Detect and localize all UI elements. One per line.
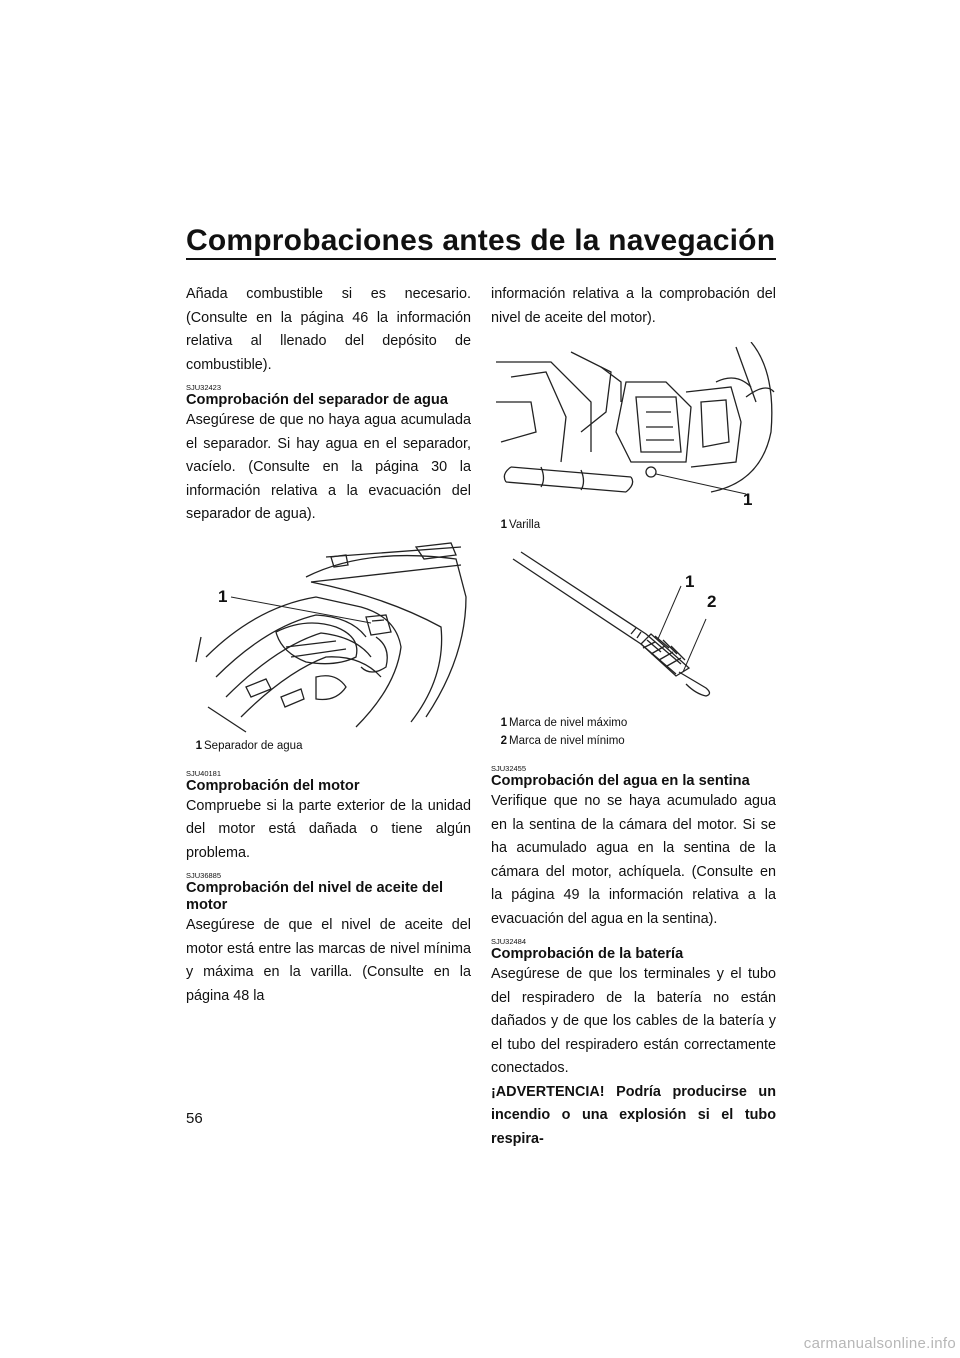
caption-water-separator xyxy=(195,737,471,755)
section-code: SJU32455 xyxy=(491,764,527,773)
figure-water-separator xyxy=(186,537,471,755)
callout-1: 1 xyxy=(685,572,695,591)
section-code: SJU32423 xyxy=(186,383,222,392)
caption-dipstick xyxy=(500,516,776,534)
section-title-oil-level: Comprobación del nivel de aceite del motor xyxy=(186,880,444,913)
caption-number: 1 xyxy=(195,739,202,752)
section-title-water-separator: Comprobación del separador de agua xyxy=(186,392,448,408)
oil-level-continuation: información relativa a la comprobación del nivel de aceite del motor). xyxy=(491,286,776,326)
figure-dipstick-marks xyxy=(491,544,776,750)
section-title-engine: Comprobación del motor xyxy=(186,777,360,794)
caption-text: Marca de nivel máximo xyxy=(509,717,628,729)
engine-illustration xyxy=(491,342,776,502)
water-separator-paragraph: Asegúrese de que no haya agua acumulada el separador. Si hay agua en el separador, vacíelo. (Consulte en la página 30 la información relativa a la evacuación del separador de agua). xyxy=(186,412,471,522)
section-title-battery: Comprobación de la batería xyxy=(491,946,684,962)
page-title: Comprobaciones antes de la navegación xyxy=(186,224,776,257)
section-code: SJU36885 xyxy=(186,871,222,880)
water-separator-illustration xyxy=(186,537,471,737)
watermark: carmanualsonline.info xyxy=(803,1335,956,1352)
caption-number: 1 xyxy=(500,717,507,729)
battery-paragraph: Asegúrese de que los terminales y el tubo del respiradero de la batería no están dañados y de que los cables de la batería y el tubo del respiradero están correctamente conectados. xyxy=(491,966,776,1076)
caption-text: Varilla xyxy=(509,519,541,531)
figure-dipstick-location xyxy=(491,342,776,534)
left-column xyxy=(186,283,471,1008)
callout-1: 1 xyxy=(218,586,228,606)
section-code: SJU32484 xyxy=(491,937,527,946)
callout-1: 1 xyxy=(743,490,753,509)
battery-warning: ¡ADVERTENCIA! Podría producirse un incendio o una explosión si el tubo respira- xyxy=(491,1083,776,1147)
callout-2: 2 xyxy=(707,592,717,611)
section-code: SJU40181 xyxy=(186,768,222,778)
bilge-paragraph: Verifique que no se haya acumulado agua en la sentina de la cámara del motor. Si se ha acumulado agua en la sentina de la cámara del motor, achíquela. (Consulte en la página 49 la información relativa a la evacuación del agua en la sentina). xyxy=(491,793,776,927)
caption-max-mark xyxy=(500,714,776,732)
section-title-bilge: Comprobación del agua en la sentina xyxy=(491,773,750,789)
title-rule xyxy=(186,258,776,260)
intro-paragraph: Añada combustible si es necesario. (Consulte en la página 46 la información relativa al llenado del depósito de combustible). xyxy=(186,286,471,373)
engine-paragraph: Compruebe si la parte exterior de la unidad del motor está dañada o tiene algún problema. xyxy=(186,797,471,861)
page-number: 56 xyxy=(186,1110,203,1127)
caption-number: 2 xyxy=(500,735,507,747)
right-column xyxy=(491,283,776,1151)
caption-min-mark xyxy=(500,732,776,750)
caption-text: Marca de nivel mínimo xyxy=(509,735,625,747)
caption-text: Separador de agua xyxy=(204,739,303,752)
dipstick-illustration xyxy=(491,544,776,714)
oil-level-paragraph: Asegúrese de que el nivel de aceite del motor está entre las marcas de nivel mínima y máxima en la varilla. (Consulte en la página 48 la xyxy=(186,917,471,1004)
caption-number: 1 xyxy=(500,519,507,531)
